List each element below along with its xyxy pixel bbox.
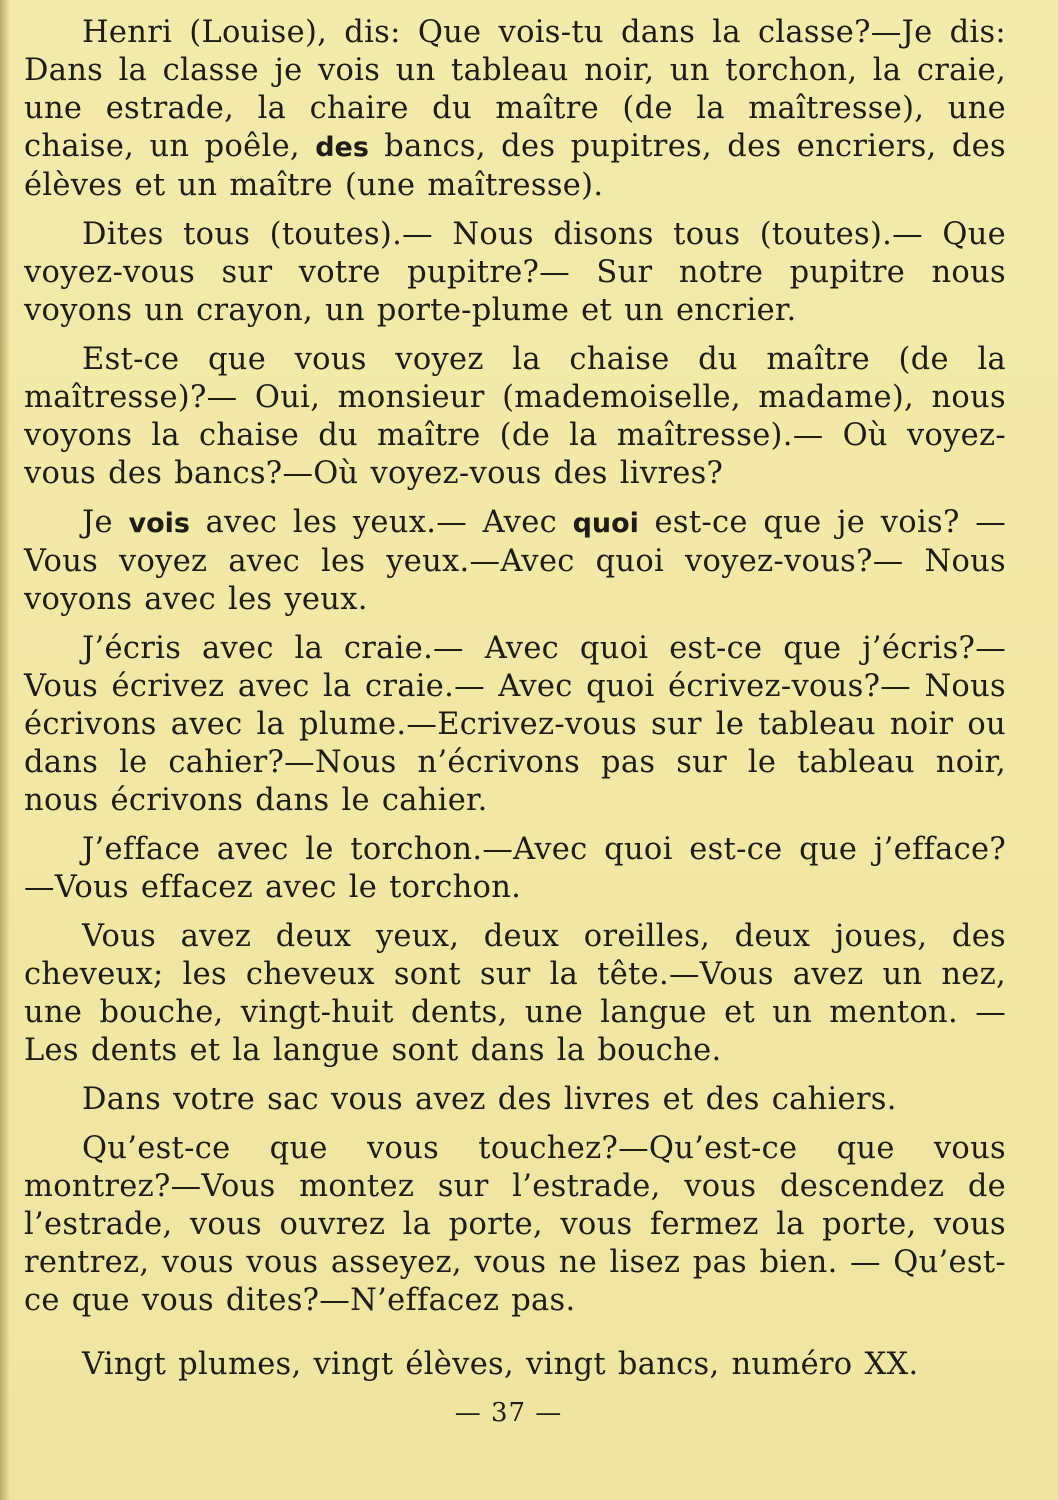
text-run: Vous avez deux yeux, deux oreilles, deux joues, des cheveux; les cheveux sont sur la tête.—Vous avez un nez, une bouche, vingt-huit dents, une langue et un menton. —Les dents et la langue sont dans la bouche. [24,919,1006,1068]
text-run: J’écris avec la craie.— Avec quoi est-ce que j’écris?— Vous écrivez avec la craie.— Avec quoi écrivez-vous?— Nous écrivons avec la plume.—Ecrivez-vous sur le tableau noir ou dans le cahier?—Nous n’écrivons pas sur le tableau noir, nous écrivons dans le cahier. [24,631,1006,818]
paragraph-4 [24,504,1006,619]
bold-word: des [315,132,369,163]
text-run: Dans votre sac vous avez des livres et des cahiers. [82,1082,897,1117]
paragraph-2 [24,216,1006,330]
paragraph-5 [24,630,1006,820]
paragraph-10 [24,1346,1006,1384]
text-run: Vingt plumes, vingt élèves, vingt bancs, numéro XX. [82,1347,919,1382]
text-run: Je [82,505,129,540]
text-run: Henri (Louise), dis: Que vois-tu dans la classe?—Je dis: Dans la classe je vois un tableau noir, un torchon, la craie, une estrade, la chaire du maître (de la maîtresse), une chaise, un poêle, [24,15,1006,164]
text-run: Est-ce que vous voyez la chaise du maître (de la maîtresse)?— Oui, monsieur (mademoiselle, madame), nous voyons la chaise du maître (de la maîtresse).— Où voyez-vous des bancs?—Où voyez-vous des livres? [24,342,1006,491]
paragraph-6 [24,831,1006,907]
text-run: Qu’est-ce que vous touchez?—Qu’est-ce que vous montrez?—Vous montez sur l’estrade, vous descendez de l’estrade, vous ouvrez la porte, vous fermez la porte, vous rentrez, vous vous asseyez, vous ne lisez pas bien. — Qu’est-ce que vous dites?—N’effacez pas. [24,1131,1006,1318]
paragraph-3 [24,341,1006,493]
paragraph-7 [24,918,1006,1070]
text-run: J’efface avec le torchon.—Avec quoi est-ce que j’efface? —Vous effacez avec le torchon. [24,832,1006,905]
paragraph-8 [24,1081,1006,1119]
text-run: bancs, des pupitres, des encriers, des élèves et un maître (une maîtresse). [24,129,1006,203]
text-run: est-ce que je vois? —Vous voyez avec les yeux.—Avec quoi voyez-vous?— Nous voyons avec les yeux. [24,505,1007,617]
bold-word: vois [128,508,190,539]
page-binding-edge [0,0,10,1500]
page-number: — 37 — [454,1398,563,1428]
paragraph-9 [24,1130,1006,1320]
bold-word: quoi [572,508,639,539]
text-run: Dites tous (toutes).— Nous disons tous (toutes).— Que voyez-vous sur votre pupitre?— Sur notre pupitre nous voyons un crayon, un porte-plume et un encrier. [24,217,1006,328]
paragraph-1 [24,14,1006,205]
text-run: avec les yeux.— Avec [189,505,573,540]
body-text [24,14,1006,1395]
